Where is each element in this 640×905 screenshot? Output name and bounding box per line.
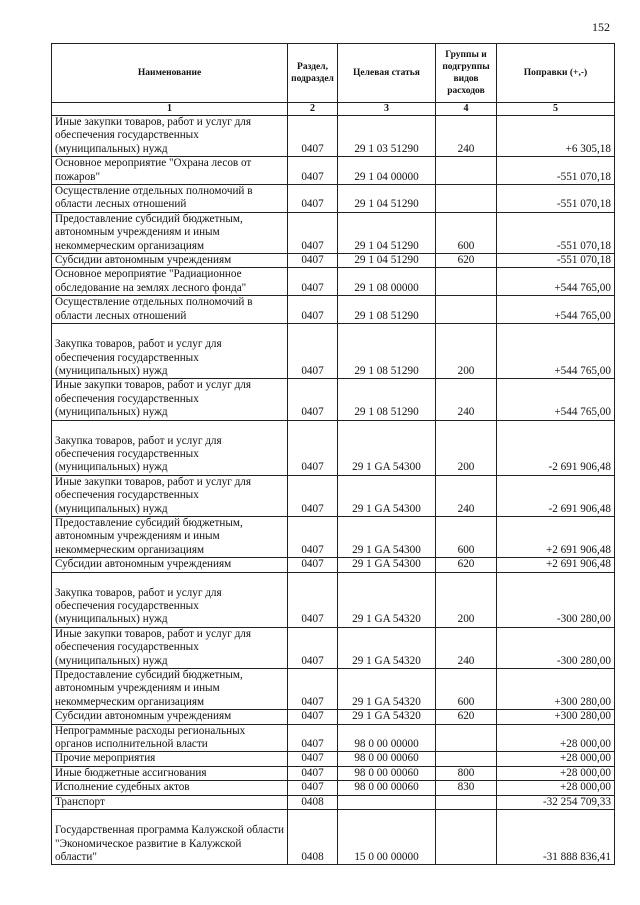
row-group: 620 (436, 558, 497, 572)
row-name: Основное мероприятие "Радиационное обследование на землях лесного фонда" (52, 268, 288, 296)
row-group (436, 810, 497, 865)
table-row (52, 627, 615, 668)
budget-table (51, 43, 615, 865)
row-amount: +28 000,00 (497, 766, 615, 780)
header-name: Наименование (52, 44, 288, 103)
row-section: 0407 (288, 296, 338, 324)
table-row (52, 810, 615, 865)
row-section: 0407 (288, 475, 338, 516)
row-name: Непрограммные расходы региональных органов исполнительной власти (52, 724, 288, 752)
row-section: 0407 (288, 710, 338, 724)
row-name: Субсидии автономным учреждениям (52, 254, 288, 268)
row-section: 0407 (288, 766, 338, 780)
row-article: 29 1 GA 54320 (338, 572, 436, 627)
row-group: 620 (436, 254, 497, 268)
header-target-article: Целевая статья (338, 44, 436, 103)
row-group: 240 (436, 475, 497, 516)
header-groups: Группы и подгруппы видов расходов (436, 44, 497, 103)
column-number: 3 (338, 103, 436, 116)
row-section: 0407 (288, 212, 338, 253)
column-number: 1 (52, 103, 288, 116)
row-section: 0407 (288, 781, 338, 795)
row-group: 600 (436, 212, 497, 253)
table-row (52, 795, 615, 809)
row-article: 29 1 GA 54320 (338, 710, 436, 724)
row-article: 29 1 GA 54320 (338, 627, 436, 668)
row-name: Транспорт (52, 795, 288, 809)
row-article: 29 1 08 51290 (338, 379, 436, 420)
row-article: 29 1 04 00000 (338, 157, 436, 185)
row-name: Субсидии автономным учреждениям (52, 558, 288, 572)
row-section: 0408 (288, 810, 338, 865)
row-amount: +300 280,00 (497, 669, 615, 710)
column-number: 5 (497, 103, 615, 116)
row-amount: +6 305,18 (497, 116, 615, 157)
row-amount: -2 691 906,48 (497, 420, 615, 475)
row-name: Осуществление отдельных полномочий в области лесных отношений (52, 296, 288, 324)
row-name: Прочие мероприятия (52, 752, 288, 766)
row-section: 0407 (288, 420, 338, 475)
row-article: 29 1 GA 54300 (338, 558, 436, 572)
row-name: Исполнение судебных актов (52, 781, 288, 795)
row-group: 240 (436, 627, 497, 668)
row-article: 98 0 00 00060 (338, 781, 436, 795)
table-header-row (52, 44, 615, 103)
row-name: Иные закупки товаров, работ и услуг для обеспечения государственных (муниципальных) нужд (52, 475, 288, 516)
row-amount: +544 765,00 (497, 268, 615, 296)
row-amount: +544 765,00 (497, 379, 615, 420)
row-article: 29 1 03 51290 (338, 116, 436, 157)
row-article: 98 0 00 00060 (338, 766, 436, 780)
table-row (52, 766, 615, 780)
table-row (52, 254, 615, 268)
row-amount: -300 280,00 (497, 627, 615, 668)
row-amount: +544 765,00 (497, 296, 615, 324)
row-group: 830 (436, 781, 497, 795)
table-row (52, 420, 615, 475)
row-amount: +28 000,00 (497, 781, 615, 795)
row-section: 0407 (288, 669, 338, 710)
row-article: 29 1 04 51290 (338, 254, 436, 268)
row-section: 0407 (288, 324, 338, 379)
table-row (52, 379, 615, 420)
row-section: 0407 (288, 724, 338, 752)
row-name: Осуществление отдельных полномочий в области лесных отношений (52, 185, 288, 213)
row-section: 0407 (288, 185, 338, 213)
row-amount: -551 070,18 (497, 157, 615, 185)
table-row (52, 157, 615, 185)
row-amount: -2 691 906,48 (497, 475, 615, 516)
row-group: 800 (436, 766, 497, 780)
column-number-row (52, 103, 615, 116)
row-article (338, 795, 436, 809)
table-row (52, 268, 615, 296)
table-row (52, 516, 615, 557)
table-row (52, 710, 615, 724)
row-article: 29 1 GA 54300 (338, 475, 436, 516)
row-group: 600 (436, 516, 497, 557)
row-group (436, 795, 497, 809)
row-amount: -31 888 836,41 (497, 810, 615, 865)
row-article: 29 1 04 51290 (338, 185, 436, 213)
row-article: 29 1 08 51290 (338, 324, 436, 379)
row-article: 29 1 GA 54320 (338, 669, 436, 710)
row-name: Закупка товаров, работ и услуг для обеспечения государственных (муниципальных) нужд (52, 420, 288, 475)
row-group: 200 (436, 324, 497, 379)
row-article: 29 1 GA 54300 (338, 420, 436, 475)
row-section: 0407 (288, 516, 338, 557)
row-amount: -551 070,18 (497, 185, 615, 213)
row-group: 620 (436, 710, 497, 724)
row-group: 600 (436, 669, 497, 710)
row-amount: -551 070,18 (497, 254, 615, 268)
row-name: Основное мероприятие "Охрана лесов от пожаров" (52, 157, 288, 185)
row-amount: -32 254 709,33 (497, 795, 615, 809)
row-amount: +28 000,00 (497, 724, 615, 752)
row-amount: +544 765,00 (497, 324, 615, 379)
table-row (52, 475, 615, 516)
row-name: Закупка товаров, работ и услуг для обеспечения государственных (муниципальных) нужд (52, 572, 288, 627)
header-amendments: Поправки (+,-) (497, 44, 615, 103)
row-amount: -300 280,00 (497, 572, 615, 627)
row-group (436, 724, 497, 752)
row-article: 29 1 08 51290 (338, 296, 436, 324)
row-group (436, 157, 497, 185)
table-row (52, 572, 615, 627)
table-row (52, 669, 615, 710)
column-number: 2 (288, 103, 338, 116)
column-number: 4 (436, 103, 497, 116)
row-amount: -551 070,18 (497, 212, 615, 253)
row-group (436, 185, 497, 213)
row-section: 0407 (288, 157, 338, 185)
table-row (52, 212, 615, 253)
page-number: 152 (592, 20, 610, 34)
row-name: Иные закупки товаров, работ и услуг для обеспечения государственных (муниципальных) нужд (52, 627, 288, 668)
row-name: Предоставление субсидий бюджетным, автономным учреждениям и иным некоммерческим организациям (52, 212, 288, 253)
row-name: Иные закупки товаров, работ и услуг для обеспечения государственных (муниципальных) нужд (52, 379, 288, 420)
row-section: 0407 (288, 116, 338, 157)
table-row (52, 324, 615, 379)
row-section: 0407 (288, 268, 338, 296)
row-section: 0407 (288, 379, 338, 420)
table-row (52, 781, 615, 795)
row-section: 0407 (288, 572, 338, 627)
row-amount: +28 000,00 (497, 752, 615, 766)
row-group (436, 268, 497, 296)
row-name: Иные бюджетные ассигнования (52, 766, 288, 780)
table-row (52, 185, 615, 213)
row-section: 0407 (288, 254, 338, 268)
row-amount: +2 691 906,48 (497, 516, 615, 557)
table-row (52, 116, 615, 157)
row-article: 29 1 08 00000 (338, 268, 436, 296)
row-amount: +2 691 906,48 (497, 558, 615, 572)
row-article: 29 1 GA 54300 (338, 516, 436, 557)
row-group: 200 (436, 572, 497, 627)
row-group (436, 752, 497, 766)
row-name: Государственная программа Калужской области "Экономическое развитие в Калужской области" (52, 810, 288, 865)
row-name: Иные закупки товаров, работ и услуг для обеспечения государственных (муниципальных) нужд (52, 116, 288, 157)
row-article: 98 0 00 00060 (338, 752, 436, 766)
row-amount: +300 280,00 (497, 710, 615, 724)
row-name: Субсидии автономным учреждениям (52, 710, 288, 724)
table-row (52, 752, 615, 766)
table-row (52, 724, 615, 752)
row-article: 29 1 04 51290 (338, 212, 436, 253)
row-group: 240 (436, 379, 497, 420)
table-row (52, 296, 615, 324)
row-section: 0407 (288, 558, 338, 572)
row-article: 98 0 00 00000 (338, 724, 436, 752)
row-group (436, 296, 497, 324)
row-group: 200 (436, 420, 497, 475)
table-row (52, 558, 615, 572)
header-section: Раздел, подраздел (288, 44, 338, 103)
row-name: Предоставление субсидий бюджетным, автономным учреждениям и иным некоммерческим организациям (52, 669, 288, 710)
row-section: 0407 (288, 627, 338, 668)
table-body (52, 116, 615, 865)
row-name: Предоставление субсидий бюджетным, автономным учреждениям и иным некоммерческим организациям (52, 516, 288, 557)
row-section: 0408 (288, 795, 338, 809)
row-article: 15 0 00 00000 (338, 810, 436, 865)
row-group: 240 (436, 116, 497, 157)
row-section: 0407 (288, 752, 338, 766)
row-name: Закупка товаров, работ и услуг для обеспечения государственных (муниципальных) нужд (52, 324, 288, 379)
